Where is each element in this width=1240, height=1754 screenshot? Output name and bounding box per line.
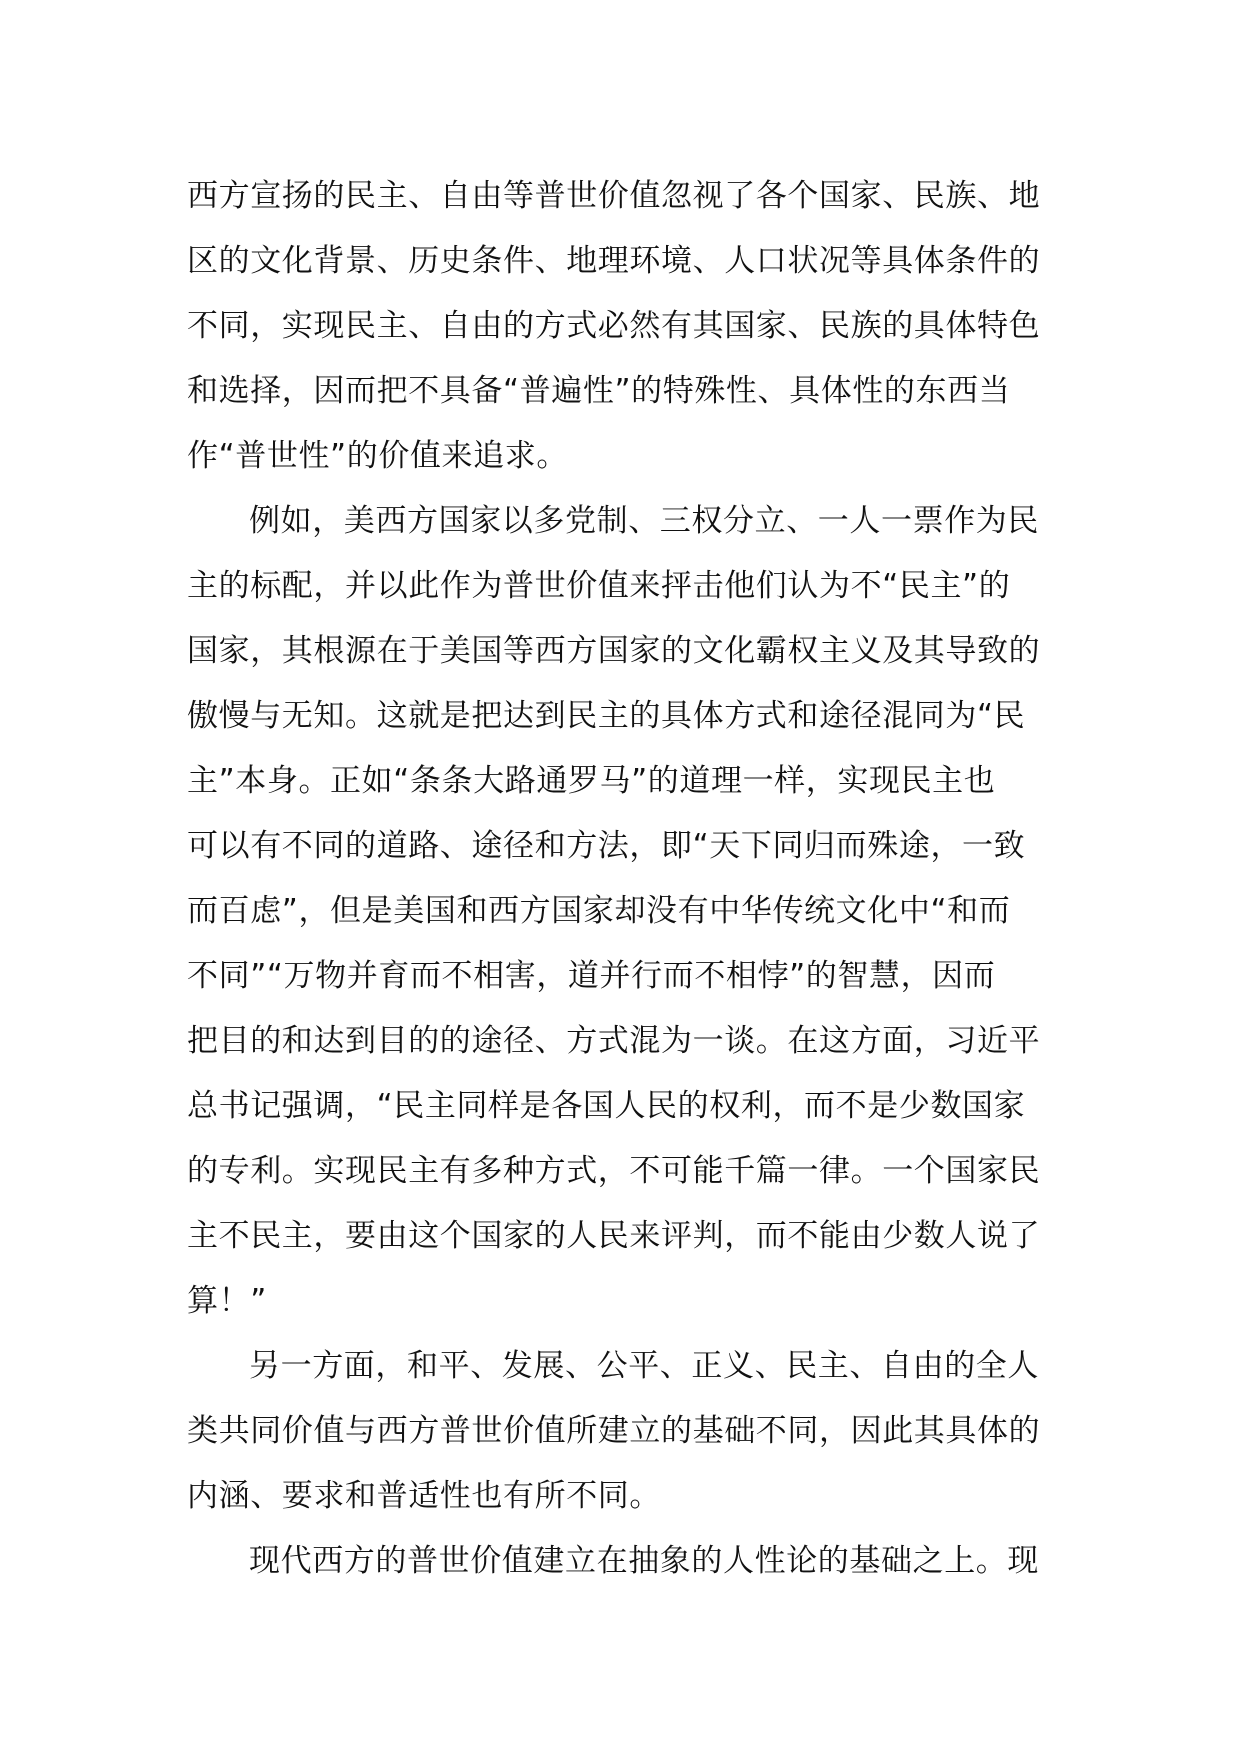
text-line: 总书记强调，“民主同样是各国人民的权利，而不是少数国家	[187, 1088, 1026, 1124]
text-line: 现代西方的普世价值建立在抽象的人性论的基础之上。现	[249, 1543, 1039, 1579]
text-line: 主的标配，并以此作为普世价值来抨击他们认为不“民主”的	[187, 568, 1011, 604]
text-line: 的专利。实现民主有多种方式，不可能千篇一律。一个国家民	[187, 1153, 1041, 1189]
text-line: 国家，其根源在于美国等西方国家的文化霸权主义及其导致的	[187, 633, 1041, 669]
text-line: 可以有不同的道路、途径和方法，即“天下同归而殊途，一致	[187, 828, 1026, 864]
text-line: 类共同价值与西方普世价值所建立的基础不同，因此其具体的	[187, 1413, 1041, 1449]
text-line: 另一方面，和平、发展、公平、正义、民主、自由的全人	[249, 1348, 1039, 1384]
text-line: 例如，美西方国家以多党制、三权分立、一人一票作为民	[249, 503, 1039, 539]
text-line: 把目的和达到目的的途径、方式混为一谈。在这方面，习近平	[187, 1023, 1041, 1059]
text-line: 西方宣扬的民主、自由等普世价值忽视了各个国家、民族、地	[187, 178, 1041, 214]
text-line: 主不民主，要由这个国家的人民来评判，而不能由少数人说了	[187, 1218, 1041, 1254]
body-text	[187, 164, 1057, 1594]
text-line: 作“普世性”的价值来追求。	[187, 438, 568, 474]
text-line: 不同，实现民主、自由的方式必然有其国家、民族的具体特色	[187, 308, 1041, 344]
text-line: 傲慢与无知。这就是把达到民主的具体方式和途径混同为“民	[187, 698, 1026, 734]
text-line: 算！”	[187, 1283, 267, 1319]
text-line: 和选择，因而把不具备“普遍性”的特殊性、具体性的东西当	[187, 373, 1011, 409]
text-line: 而百虑”，但是美国和西方国家却没有中华传统文化中“和而	[187, 893, 1011, 929]
text-line: 不同”“万物并育而不相害，道并行而不相悖”的智慧，因而	[187, 958, 996, 994]
text-line: 主”本身。正如“条条大路通罗马”的道理一样，实现民主也	[187, 763, 996, 799]
text-line: 区的文化背景、历史条件、地理环境、人口状况等具体条件的	[187, 243, 1041, 279]
text-line: 内涵、要求和普适性也有所不同。	[187, 1478, 661, 1514]
